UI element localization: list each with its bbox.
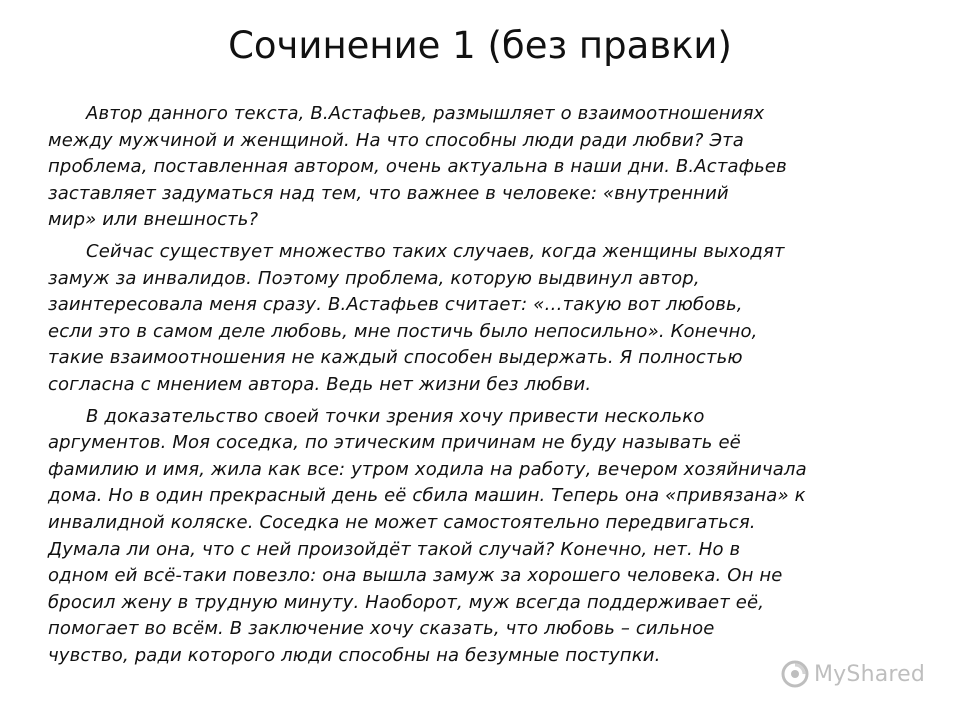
text-line: Автор данного текста, В.Астафьев, размышляет о взаимоотношениях <box>86 103 765 124</box>
text-line: аргументов. Моя соседка, по этическим причинам не буду называть её <box>48 432 741 454</box>
text-line: бросил жену в трудную минуту. Наоборот, муж всегда поддерживает её, <box>48 591 765 613</box>
text-line: замуж за инвалидов. Поэтому проблема, которую выдвинул автор, <box>48 267 700 289</box>
text-line: помогает во всём. В заключение хочу сказать, что любовь – сильное <box>48 618 715 640</box>
text-line: фамилию и имя, жила как все: утром ходила на работу, вечером хозяйничала <box>48 458 807 480</box>
text-line: В доказательство своей точки зрения хочу привести несколько <box>86 405 705 427</box>
essay-paragraph-2 <box>48 239 948 399</box>
text-line: Сейчас существует множество таких случаев, когда женщины выходят <box>86 240 785 262</box>
text-line: проблема, поставленная автором, очень актуальна в наши дни. В.Астафьев <box>48 156 787 178</box>
text-line: заинтересовала меня сразу. В.Астафьев считает: «…такую вот любовь, <box>48 294 743 316</box>
text-line: инвалидной коляске. Соседка не может самостоятельно передвигаться. <box>48 511 756 533</box>
text-line: заставляет задуматься над тем, что важнее в человеке: «внутренний <box>48 182 729 204</box>
text-line: мир» или внешность? <box>48 209 259 231</box>
text-line: если это в самом деле любовь, мне постичь было непосильно». Конечно, <box>48 320 758 342</box>
watermark-text: MyShared <box>814 661 926 687</box>
text-line: Думала ли она, что с ней произойдёт такой случай? Конечно, нет. Но в <box>48 538 741 560</box>
myshared-logo-icon <box>780 659 810 689</box>
essay-body <box>48 101 948 674</box>
text-line: согласна с мнением автора. Ведь нет жизни без любви. <box>48 373 592 395</box>
text-line: дома. Но в один прекрасный день её сбила машин. Теперь она «привязана» к <box>48 485 806 507</box>
essay-paragraph-1 <box>48 101 948 234</box>
text-line: между мужчиной и женщиной. На что способны люди ради любви? Эта <box>48 129 744 151</box>
text-line: такие взаимоотношения не каждый способен выдержать. Я полностью <box>48 347 743 369</box>
slide-title: Сочинение 1 (без правки) <box>228 24 732 67</box>
essay-paragraph-3 <box>48 404 948 670</box>
text-line: одном ей всё-таки повезло: она вышла замуж за хорошего человека. Он не <box>48 565 783 587</box>
text-line: чувство, ради которого люди способны на безумные поступки. <box>48 644 661 666</box>
myshared-watermark <box>780 656 930 692</box>
